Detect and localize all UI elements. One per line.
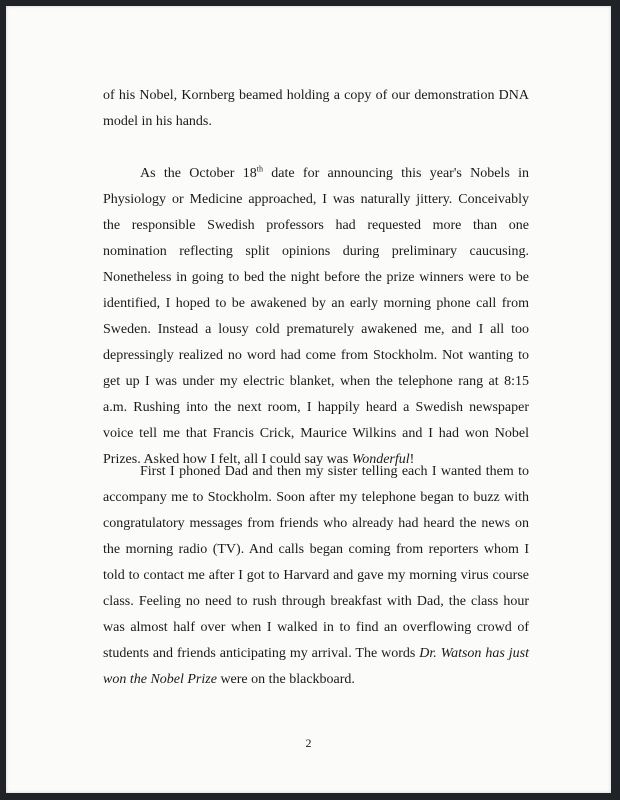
italic-text: Wonderful (351, 452, 410, 467)
paragraph-2 (103, 161, 529, 473)
page-number: 2 (305, 736, 312, 750)
text-segment: of his Nobel, Kornberg beamed holding a copy of our demonstration DNA model in his hands. (103, 88, 529, 129)
text-segment: As the October 18 (140, 166, 257, 181)
text-segment: ! (409, 452, 415, 467)
ordinal-suffix: th (256, 164, 263, 174)
paragraph-text (103, 83, 529, 135)
text-segment: were on the blackboard. (216, 672, 355, 687)
text-segment: date for announcing this year's Nobels in Physiology or Medicine approached, I was naturally jittery. Conceivably the responsible Swedish professors had requested more than one nomination reflecting split opinions during preliminary caucusing. Nonetheless in going to bed the night before the prize winners were to be identified, I hoped to be awakened by an early morning phone call from Sweden. Instead a lousy cold prematurely awakened me, and I all too depressingly realized no word had come from Stockholm. Not wanting to get up I was under my electric blanket, when the telephone rang at 8:15 a.m. Rushing into the next room, I happily heard a Swedish newspaper voice tell me that Francis Crick, Maurice Wilkins and I had won Nobel Prizes. Asked how I felt, all I could say was (103, 166, 529, 467)
paragraph-1 (103, 83, 529, 135)
text-segment: First I phoned Dad and then my sister telling each I wanted them to accompany me to Stockholm. Soon after my telephone began to buzz with congratulatory messages from friends who already had heard the news on the morning radio (TV). And calls began coming from reporters whom I told to contact me after I got to Harvard and gave my morning virus course class. Feeling no need to rush through breakfast with Dad, the class hour was almost half over when I walked in to find an overflowing crowd of students and friends anticipating my arrival. The words (103, 464, 529, 661)
paragraph-3 (103, 459, 529, 693)
document-page (6, 6, 611, 793)
italic-text: Dr. Watson has just won the Nobel Prize (103, 646, 529, 687)
paragraph-text (103, 161, 529, 473)
paragraph-text (103, 459, 529, 693)
